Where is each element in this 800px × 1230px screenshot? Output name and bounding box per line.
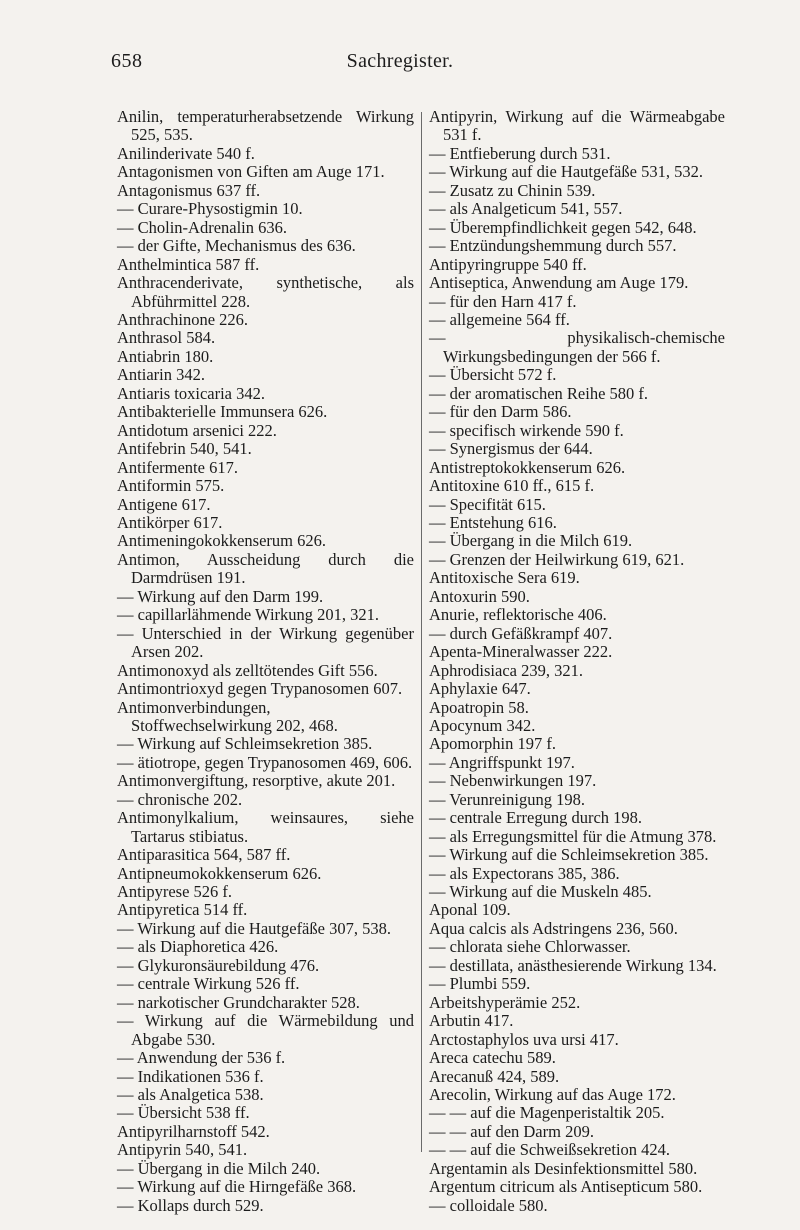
index-entry: — Anwendung der 536 f. — [117, 1048, 286, 1068]
index-entry: Antitoxine 610 ff., 615 f. — [429, 476, 595, 496]
index-entry: — Entfieberung durch 531. — [429, 143, 611, 163]
index-entry: — Specifität 615. — [429, 494, 546, 514]
index-entry: — — auf die Magenperistaltik 205. — [429, 1103, 665, 1123]
index-entry: — Plumbi 559. — [429, 974, 531, 994]
index-entry: — Cholin-Adrenalin 636. — [117, 217, 288, 237]
index-entry: Argentum citricum als Antisepticum 580. — [429, 1177, 703, 1197]
index-entry: — für den Darm 586. — [429, 402, 572, 422]
index-entry: Antimonverbindungen, Stoffwechselwirkung 202, 468. — [117, 697, 338, 735]
index-entry: Apomorphin 197 f. — [429, 734, 556, 754]
index-entry: Antiparasitica 564, 587 ff. — [117, 845, 291, 865]
index-entry: Antipyrin, Wirkung auf die Wärmeabgabe 531 f. — [429, 107, 725, 145]
index-entry: Anthrasol 584. — [117, 328, 216, 348]
index-entry: — Angriffspunkt 197. — [429, 752, 575, 772]
index-entry: Anurie, reflektorische 406. — [429, 605, 607, 625]
index-entry: Antidotum arsenici 222. — [117, 420, 277, 440]
index-entry: — ätiotrope, gegen Trypanosomen 469, 606. — [117, 752, 413, 772]
index-entry: Antipyrilharnstoff 542. — [117, 1121, 270, 1141]
index-entry: — Übersicht 538 ff. — [117, 1103, 250, 1123]
index-entry: — capillarlähmende Wirkung 201, 321. — [117, 605, 380, 625]
index-entry: — Zusatz zu Chinin 539. — [429, 180, 596, 200]
index-entry: Antimon, Ausscheidung durch die Darmdrüsen 191. — [117, 549, 414, 588]
index-entry: — centrale Erregung durch 198. — [429, 808, 643, 828]
index-entry: Antigene 617. — [117, 494, 211, 514]
index-entry: Antipyringruppe 540 ff. — [429, 254, 587, 274]
index-entry: — allgemeine 564 ff. — [429, 309, 570, 329]
index-entry: Aphylaxie 647. — [429, 679, 531, 699]
page-number: 658 — [111, 50, 143, 72]
index-entry: Antagonismus 637 ff. — [117, 180, 261, 200]
index-entry: — Entstehung 616. — [429, 512, 557, 532]
index-entry: Antipyretica 514 ff. — [117, 900, 248, 920]
index-entry: Antiformin 575. — [117, 476, 225, 496]
index-entry: — der Gifte, Mechanismus des 636. — [117, 236, 356, 256]
index-entry: Antimeningokokkenserum 626. — [117, 531, 326, 551]
index-entry: Antitoxische Sera 619. — [429, 568, 580, 588]
index-entry: Arbeitshyperämie 252. — [429, 992, 581, 1012]
index-column-left — [117, 108, 414, 1215]
index-entry: — Wirkung auf den Darm 199. — [117, 586, 324, 606]
index-entry: — chlorata siehe Chlorwasser. — [429, 937, 631, 957]
index-entry: — Überempfindlichkeit gegen 542, 648. — [429, 217, 697, 237]
index-entry: — Wirkung auf die Hautgefäße 531, 532. — [429, 162, 703, 182]
index-entry: — als Expectorans 385, 386. — [429, 863, 620, 883]
index-entry: Antiaris toxicaria 342. — [117, 383, 266, 403]
index-entry: Areca catechu 589. — [429, 1048, 556, 1068]
index-entry: Argentamin als Desinfektionsmittel 580. — [429, 1158, 698, 1178]
index-entry: Antagonismen von Giften am Auge 171. — [117, 162, 385, 182]
index-entry: — chronische 202. — [117, 789, 243, 809]
index-entry: — Entzündungshemmung durch 557. — [429, 236, 677, 256]
index-entry: — Übergang in die Milch 619. — [429, 531, 633, 551]
index-entry: — Unterschied in der Wirkung gegenüber Arsen 202. — [117, 623, 414, 662]
index-entry: — — auf die Schweißsekretion 424. — [429, 1140, 671, 1160]
index-entry: Antipyrin 540, 541. — [117, 1140, 248, 1160]
index-entry: Anthracenderivate, synthetische, als Abführmittel 228. — [117, 273, 414, 311]
index-entry: — als Diaphoretica 426. — [117, 937, 279, 957]
index-entry: — Übersicht 572 f. — [429, 365, 557, 385]
index-entry: — als Erregungsmittel für die Atmung 378. — [429, 826, 717, 846]
index-entry: Antistreptokokkenserum 626. — [429, 457, 626, 477]
index-entry: Aphrodisiaca 239, 321. — [429, 660, 583, 680]
index-entry: — Curare-Physostigmin 10. — [117, 199, 303, 219]
index-entry: Apocynum 342. — [429, 715, 536, 735]
index-entry: Antimonvergiftung, resorptive, akute 201. — [117, 771, 396, 791]
index-entry: — narkotischer Grundcharakter 528. — [117, 992, 360, 1012]
index-entry: Aqua calcis als Adstringens 236, 560. — [429, 918, 678, 938]
index-entry: Antipyrese 526 f. — [117, 882, 233, 902]
index-entry: — physikalisch-chemische Wirkungsbedingungen der 566 f. — [429, 328, 725, 366]
index-entry: — als Analgeticum 541, 557. — [429, 199, 623, 219]
index-entry: Antimonylkalium, weinsaures, siehe Tartarus stibiatus. — [117, 808, 414, 846]
index-entry: — Wirkung auf die Muskeln 485. — [429, 882, 652, 902]
page-title: Sachregister. — [346, 50, 454, 72]
index-entry: — destillata, anästhesierende Wirkung 134. — [429, 955, 717, 975]
index-entry: — Wirkung auf die Hirngefäße 368. — [117, 1177, 357, 1197]
index-entry: Antimontrioxyd gegen Trypanosomen 607. — [117, 679, 403, 699]
index-entry: Anilin, temperaturherabsetzende Wirkung 525, 535. — [117, 107, 414, 145]
index-entry: Antoxurin 590. — [429, 586, 530, 606]
index-entry: — Nebenwirkungen 197. — [429, 771, 597, 791]
index-entry: — Grenzen der Heilwirkung 619, 621. — [429, 549, 685, 569]
index-entry: — Kollaps durch 529. — [117, 1195, 264, 1215]
index-entry: Antiarin 342. — [117, 365, 205, 385]
index-entry: — centrale Wirkung 526 ff. — [117, 974, 300, 994]
index-entry: — Glykuronsäurebildung 476. — [117, 955, 320, 975]
index-entry: — als Analgetica 538. — [117, 1085, 264, 1105]
index-entry: Antikörper 617. — [117, 512, 223, 532]
index-entry: Arecolin, Wirkung auf das Auge 172. — [429, 1085, 676, 1105]
index-entry: Aponal 109. — [429, 900, 511, 920]
index-entry: — colloidale 580. — [429, 1195, 548, 1215]
index-entry: — Übergang in die Milch 240. — [117, 1158, 321, 1178]
index-entry: Anilinderivate 540 f. — [117, 143, 255, 163]
index-entry: Arecanuß 424, 589. — [429, 1066, 560, 1086]
index-entry: — der aromatischen Reihe 580 f. — [429, 383, 649, 403]
index-entry: Arctostaphylos uva ursi 417. — [429, 1029, 619, 1049]
index-entry: Antifermente 617. — [117, 457, 238, 477]
index-entry: Arbutin 417. — [429, 1011, 514, 1031]
index-entry: — — auf den Darm 209. — [429, 1121, 594, 1141]
index-entry: Antipneumokokkenserum 626. — [117, 863, 322, 883]
index-entry: — Wirkung auf Schleimsekretion 385. — [117, 734, 373, 754]
index-entry: — Wirkung auf die Wärmebildung und Abgabe 530. — [117, 1011, 414, 1049]
index-entry: Antiabrin 180. — [117, 346, 214, 366]
column-divider — [421, 112, 422, 1152]
index-entry: — Wirkung auf die Schleimsekretion 385. — [429, 845, 709, 865]
index-entry: — für den Harn 417 f. — [429, 291, 577, 311]
index-entry: — Verunreinigung 198. — [429, 789, 585, 809]
index-entry: — Indikationen 536 f. — [117, 1066, 264, 1086]
index-column-right — [429, 108, 725, 1215]
index-entry: Antibakterielle Immunsera 626. — [117, 402, 328, 422]
index-entry: Apoatropin 58. — [429, 697, 529, 717]
index-entry: Antifebrin 540, 541. — [117, 439, 252, 459]
index-entry: Anthrachinone 226. — [117, 309, 249, 329]
index-entry: Apenta-Mineralwasser 222. — [429, 642, 613, 662]
index-entry: — Wirkung auf die Hautgefäße 307, 538. — [117, 918, 391, 938]
index-entry: — durch Gefäßkrampf 407. — [429, 623, 613, 643]
index-entry: Anthelmintica 587 ff. — [117, 254, 260, 274]
index-entry: — Synergismus der 644. — [429, 439, 593, 459]
index-entry: — specifisch wirkende 590 f. — [429, 420, 624, 440]
index-entry: Antimonoxyd als zelltötendes Gift 556. — [117, 660, 378, 680]
index-entry: Antiseptica, Anwendung am Auge 179. — [429, 273, 689, 293]
